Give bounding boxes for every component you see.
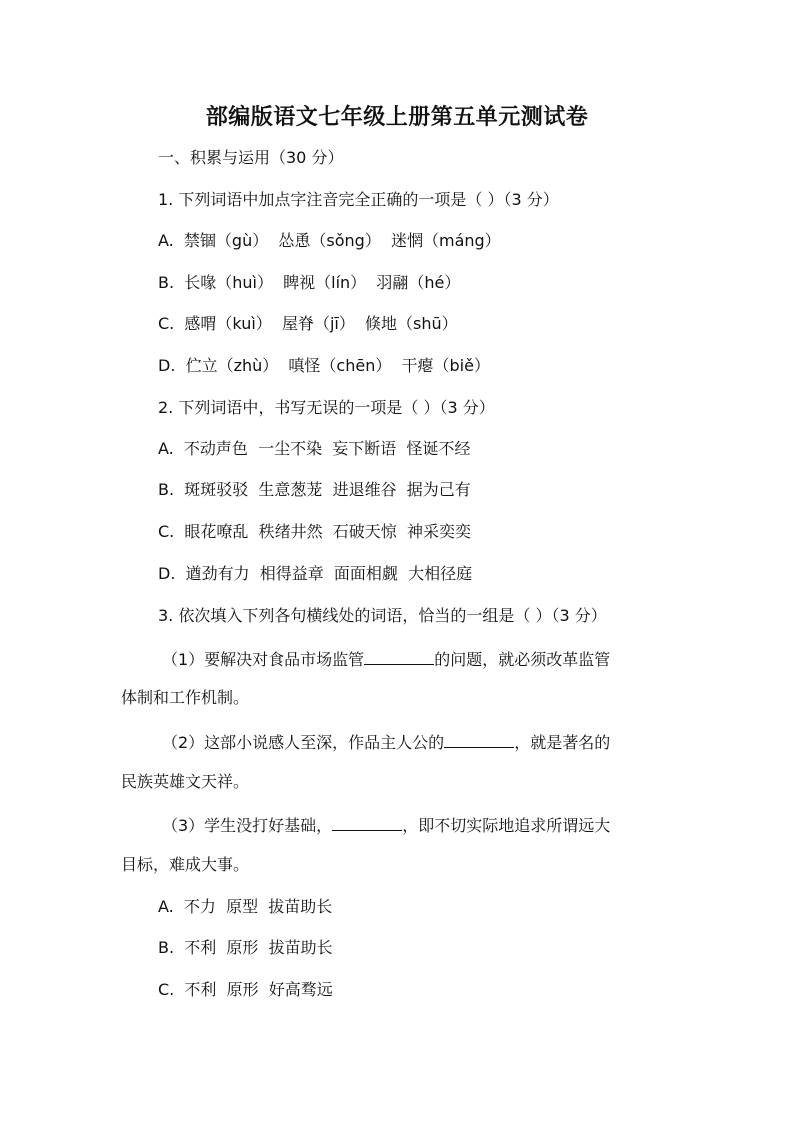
fill-blank-2 xyxy=(444,733,514,748)
question-1-option-d: D. 伫立（zhù） 嗔怪（chēn） 干瘪（biě） xyxy=(158,356,490,375)
sentence-2-part-1: （2）这部小说感人至深，作品主人公的 xyxy=(162,733,445,752)
question-3-stem: 3. 依次填入下列各句横线处的词语，恰当的一组是（ ）（3 分） xyxy=(158,606,607,625)
question-3-option-a: A. 不力 原型 拔苗助长 xyxy=(158,897,333,916)
question-3-sentence-3-cont: 目标，难成大事。 xyxy=(121,855,250,874)
question-2-option-a: A. 不动声色 一尘不染 妄下断语 怪诞不经 xyxy=(158,439,471,458)
section-heading: 一、积累与运用（30 分） xyxy=(158,148,344,167)
question-3-option-c: C. 不利 原形 好高骛远 xyxy=(158,980,333,999)
sentence-3-part-1: （3）学生没打好基础， xyxy=(162,816,333,835)
question-2-stem: 2. 下列词语中，书写无误的一项是（ ）（3 分） xyxy=(158,398,495,417)
fill-blank-3 xyxy=(332,816,402,831)
sentence-1-part-2: 的问题，就必须改革监管 xyxy=(434,650,611,669)
question-1-option-c: C. 感喟（kuì） 屋脊（jī） 倏地（shū） xyxy=(158,314,458,333)
question-1-option-b: B. 长喙（huì） 睥视（lín） 羽翮（hé） xyxy=(158,273,461,292)
sentence-3-part-2: ，即不切实际地追求所谓远大 xyxy=(402,816,611,835)
question-3-sentence-2-cont: 民族英雄文天祥。 xyxy=(121,772,250,791)
question-2-option-d: D. 遒劲有力 相得益章 面面相觑 大相径庭 xyxy=(158,564,473,583)
question-3-sentence-1-cont: 体制和工作机制。 xyxy=(121,688,250,707)
question-1-stem: 1. 下列词语中加点字注音完全正确的一项是（ ）（3 分） xyxy=(158,190,559,209)
fill-blank-1 xyxy=(364,650,434,665)
question-3-sentence-2 xyxy=(162,733,610,751)
question-3-option-b: B. 不利 原形 拔苗助长 xyxy=(158,938,333,957)
page-title: 部编版语文七年级上册第五单元测试卷 xyxy=(205,104,589,130)
question-3-sentence-3 xyxy=(162,816,610,834)
question-2-option-c: C. 眼花嘹乱 秩绪井然 石破天惊 神采奕奕 xyxy=(158,522,471,541)
sentence-2-part-2: ，就是著名的 xyxy=(514,733,611,752)
question-1-option-a: A. 禁锢（gù） 怂恿（sǒng） 迷惘（máng） xyxy=(158,231,501,250)
question-2-option-b: B. 斑斑驳驳 生意葱茏 进退维谷 据为己有 xyxy=(158,480,471,499)
sentence-1-part-1: （1）要解决对食品市场监管 xyxy=(162,650,365,669)
question-3-sentence-1 xyxy=(162,650,610,668)
